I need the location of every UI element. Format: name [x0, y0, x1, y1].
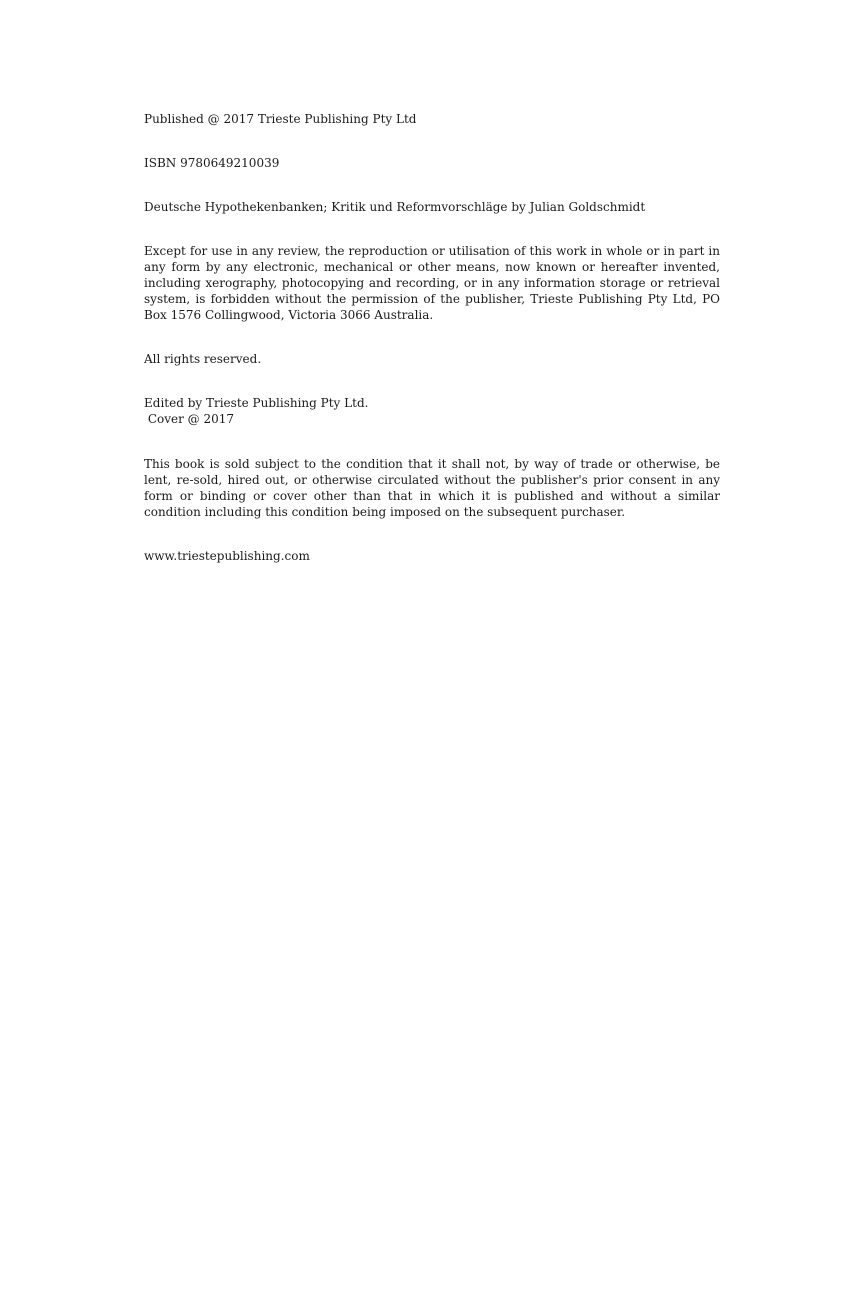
book-title-author: Deutsche Hypothekenbanken; Kritik und Reformvorschläge by Julian Goldschmidt — [144, 200, 646, 214]
cover-credit: Cover @ 2017 — [144, 412, 235, 426]
edited-by: Edited by Trieste Publishing Pty Ltd. — [144, 396, 369, 410]
edition-credits — [144, 395, 720, 427]
copyright-page — [144, 111, 720, 564]
rights-reserved: All rights reserved. — [144, 352, 262, 366]
usage-notice: Except for use in any review, the reproduction or utilisation of this work in whole or in part in any form by any electronic, mechanical or other means, now known or hereafter invented, including xerography, photocopying and recording, or in any information storage or retrieval system, is forbidden without the permission of the publisher, Trieste Publishing Pty Ltd, PO Box 1576 Collingwood, Victoria 3066 Australia. — [144, 244, 720, 322]
published-statement: Published @ 2017 Trieste Publishing Pty Ltd — [144, 112, 417, 126]
sale-condition: This book is sold subject to the condition that it shall not, by way of trade or otherwise, be lent, re-sold, hired out, or otherwise circulated without the publisher's prior consent in any form or binding or cover other than that in which it is published and without a similar condition including this condition being imposed on the subsequent purchaser. — [144, 457, 720, 519]
publisher-website: www.triestepublishing.com — [144, 549, 310, 563]
isbn: ISBN 9780649210039 — [144, 156, 280, 170]
